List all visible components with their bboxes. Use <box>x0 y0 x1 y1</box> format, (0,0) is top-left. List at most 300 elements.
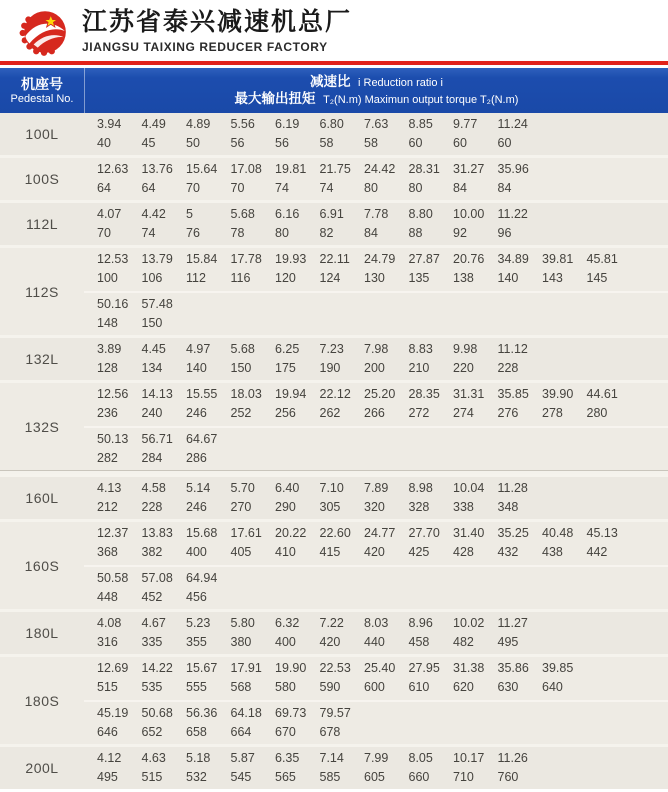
ratio-value: 6.91 <box>319 207 344 221</box>
ratio-value: 19.90 <box>275 661 307 676</box>
ratio-value: 8.05 <box>408 751 433 765</box>
torque-value: 116 <box>230 271 251 286</box>
torque-value: 425 <box>408 545 430 560</box>
torque-value: 74 <box>141 226 156 240</box>
ratio-value: 8.83 <box>408 342 433 356</box>
torque-value: 382 <box>141 545 163 560</box>
ratio-value: 13.79 <box>141 252 173 267</box>
torque-value: 405 <box>230 545 252 560</box>
ratio-value: 31.31 <box>453 387 485 402</box>
ratio-value: 15.55 <box>186 387 218 402</box>
torque-line <box>97 723 668 742</box>
torque-value: 276 <box>497 406 519 421</box>
ratio-value: 7.10 <box>319 481 344 495</box>
torque-value: 532 <box>186 770 207 784</box>
table-row <box>0 657 668 744</box>
ratio-value: 64.18 <box>230 705 262 720</box>
torque-value: 568 <box>230 680 252 695</box>
torque-value: 190 <box>319 361 341 375</box>
torque-value: 124 <box>319 271 341 286</box>
ratio-value: 35.25 <box>497 526 529 541</box>
ratio-value: 15.67 <box>186 661 218 676</box>
pedestal-label: 200L <box>25 760 59 776</box>
ratio-value: 9.98 <box>453 342 478 356</box>
torque-value: 410 <box>275 545 296 560</box>
torque-value: 140 <box>497 271 519 286</box>
ratio-value: 5.70 <box>230 481 255 495</box>
ratio-line <box>97 614 668 633</box>
torque-value: 678 <box>319 724 341 739</box>
torque-value: 368 <box>97 545 118 560</box>
ratio-line <box>97 340 668 359</box>
torque-value: 56 <box>275 136 289 150</box>
ratio-value: 22.53 <box>319 661 351 676</box>
ratio-value: 40.48 <box>542 526 574 541</box>
ratio-value: 6.80 <box>319 117 344 131</box>
ratio-value: 5.23 <box>186 616 211 630</box>
ratio-value: 7.14 <box>319 751 344 765</box>
ratio-header-cn: 减速比 <box>309 73 351 89</box>
torque-line <box>97 359 668 378</box>
table-row <box>0 477 668 519</box>
table-header <box>0 68 668 113</box>
torque-header-line <box>235 91 519 108</box>
torque-value: 228 <box>141 500 163 514</box>
ratio-value: 19.94 <box>275 387 307 402</box>
torque-value: 80 <box>408 181 423 195</box>
torque-line <box>97 179 668 198</box>
ratio-value: 50.13 <box>97 431 129 446</box>
torque-value: 64 <box>97 181 111 195</box>
ratio-value: 4.12 <box>97 751 122 765</box>
ratio-value: 12.56 <box>97 387 129 402</box>
ratio-value: 4.58 <box>141 481 166 495</box>
ratio-value: 35.86 <box>497 661 529 676</box>
ratio-line <box>97 569 668 588</box>
torque-value: 130 <box>364 271 385 286</box>
ratio-value: 64.67 <box>186 431 218 446</box>
ratio-value: 19.93 <box>275 252 307 267</box>
torque-value: 565 <box>275 770 296 784</box>
torque-value: 58 <box>319 136 334 150</box>
pedestal-label: 100L <box>25 126 59 142</box>
pedestal-label: 160S <box>24 557 60 574</box>
ratio-value: 7.63 <box>364 117 389 131</box>
torque-value: 128 <box>97 361 118 375</box>
ratio-value: 13.76 <box>141 162 173 176</box>
ratio-value: 4.67 <box>141 616 166 630</box>
ratio-value: 50.16 <box>97 296 129 311</box>
ratio-value: 28.31 <box>408 162 440 176</box>
torque-value: 415 <box>319 545 341 560</box>
ratio-value: 4.08 <box>97 616 122 630</box>
ratio-value: 64.94 <box>186 570 218 585</box>
torque-value: 380 <box>230 635 252 649</box>
ratio-value: 27.70 <box>408 526 440 541</box>
table-row <box>0 612 668 654</box>
torque-header-cn: 最大输出扭矩 <box>234 90 316 106</box>
ratio-value: 50.68 <box>141 705 173 720</box>
pedestal-label: 100S <box>24 171 60 187</box>
ratio-value: 22.12 <box>319 387 351 402</box>
ratio-value: 24.77 <box>364 526 396 541</box>
ratio-torque-subrow <box>84 203 668 245</box>
ratio-torque-subrow <box>84 477 668 519</box>
ratio-line <box>97 479 668 498</box>
ratio-value: 13.83 <box>141 526 173 541</box>
ratio-line <box>97 704 668 723</box>
table-row <box>0 203 668 245</box>
torque-line <box>97 224 668 243</box>
ratio-value: 4.49 <box>141 117 166 131</box>
ratio-value: 24.42 <box>364 162 396 176</box>
torque-value: 428 <box>453 545 474 560</box>
ratio-torque-subrow <box>84 248 668 291</box>
ratio-value: 21.75 <box>319 162 351 176</box>
ratio-torque-subrow <box>84 522 668 565</box>
table-body <box>0 113 668 789</box>
torque-value: 328 <box>408 500 430 514</box>
ratio-value: 45.13 <box>586 526 618 541</box>
torque-line <box>97 678 668 697</box>
torque-value: 80 <box>364 181 378 195</box>
pedestal-label: 180S <box>24 692 60 709</box>
torque-value: 112 <box>186 271 206 286</box>
torque-value: 92 <box>453 226 467 240</box>
ratio-value: 44.61 <box>586 387 618 402</box>
torque-value: 610 <box>408 680 430 695</box>
ratio-value: 31.40 <box>453 526 485 541</box>
table-row <box>0 248 668 335</box>
ratio-value: 11.24 <box>497 117 528 131</box>
torque-value: 590 <box>319 680 341 695</box>
ratio-value: 79.57 <box>319 705 351 720</box>
torque-value: 135 <box>408 271 430 286</box>
ratio-value: 45.81 <box>586 252 618 267</box>
ratio-value: 17.08 <box>230 162 262 176</box>
torque-value: 760 <box>497 770 519 784</box>
ratio-value: 35.85 <box>497 387 529 402</box>
torque-value: 290 <box>275 500 296 514</box>
torque-value: 278 <box>542 406 563 421</box>
torque-line <box>97 768 668 787</box>
ratio-value: 5 <box>186 207 193 221</box>
ratio-line <box>97 430 668 449</box>
ratio-value: 3.89 <box>97 342 122 356</box>
torque-value: 64 <box>141 181 156 195</box>
torque-value: 355 <box>186 635 207 649</box>
torque-value: 210 <box>408 361 430 375</box>
ratio-value: 11.26 <box>497 751 528 765</box>
ratio-torque-subrow <box>84 747 668 789</box>
torque-value: 106 <box>141 271 163 286</box>
brand-header <box>0 0 668 61</box>
torque-value: 50 <box>186 136 200 150</box>
torque-value: 56 <box>230 136 245 150</box>
torque-value: 236 <box>97 406 118 421</box>
ratio-value: 5.87 <box>230 751 255 765</box>
torque-value: 138 <box>453 271 474 286</box>
torque-value: 710 <box>453 770 474 784</box>
torque-value: 58 <box>364 136 378 150</box>
torque-value: 88 <box>408 226 423 240</box>
ratio-line <box>97 524 668 543</box>
ratio-value: 7.98 <box>364 342 389 356</box>
ratio-value: 20.22 <box>275 526 307 541</box>
ratio-value: 5.56 <box>230 117 255 131</box>
torque-value: 448 <box>97 589 118 604</box>
ratio-value: 25.40 <box>364 661 396 676</box>
ratio-value: 27.95 <box>408 661 440 676</box>
torque-value: 338 <box>453 500 474 514</box>
torque-value: 660 <box>408 770 430 784</box>
torque-value: 70 <box>186 181 200 195</box>
ratio-value: 7.23 <box>319 342 344 356</box>
torque-value: 150 <box>230 361 252 375</box>
torque-value: 640 <box>542 680 563 695</box>
torque-line <box>97 269 668 288</box>
torque-value: 535 <box>141 680 163 695</box>
torque-value: 420 <box>364 545 385 560</box>
ratio-value: 39.90 <box>542 387 574 402</box>
ratio-value: 35.96 <box>497 162 529 176</box>
ratio-value: 15.84 <box>186 252 218 267</box>
ratio-value: 11.27 <box>497 616 528 630</box>
ratio-value: 22.60 <box>319 526 351 541</box>
ratio-value: 4.63 <box>141 751 166 765</box>
torque-value: 438 <box>542 545 563 560</box>
ratio-torque-subrow <box>84 565 668 610</box>
torque-value: 228 <box>497 361 519 375</box>
torque-value: 652 <box>141 724 163 739</box>
torque-value: 246 <box>186 500 207 514</box>
ratio-value: 7.78 <box>364 207 389 221</box>
ratio-torque-subrow <box>84 383 668 426</box>
torque-value: 120 <box>275 271 296 286</box>
torque-value: 60 <box>453 136 467 150</box>
ratio-value: 7.22 <box>319 616 344 630</box>
torque-value: 282 <box>97 450 118 465</box>
torque-value: 515 <box>97 680 118 695</box>
ratio-value: 39.81 <box>542 252 574 267</box>
torque-value: 320 <box>364 500 385 514</box>
torque-value: 84 <box>453 181 467 195</box>
torque-line <box>97 498 668 517</box>
torque-value: 74 <box>319 181 334 195</box>
pedestal-label: 112S <box>25 283 59 300</box>
torque-value: 82 <box>319 226 334 240</box>
ratio-line <box>97 385 668 404</box>
torque-value: 272 <box>408 406 430 421</box>
torque-value: 252 <box>230 406 252 421</box>
torque-value: 495 <box>97 770 118 784</box>
table-row <box>0 747 668 789</box>
ratio-value: 4.13 <box>97 481 122 495</box>
ratio-value: 28.35 <box>408 387 440 402</box>
ratio-torque-subrow <box>84 338 668 380</box>
torque-value: 74 <box>275 181 289 195</box>
ratio-value: 8.03 <box>364 616 389 630</box>
gear-star-logo-icon <box>18 6 70 58</box>
ratio-value: 4.42 <box>141 207 166 221</box>
torque-line <box>97 314 668 333</box>
torque-value: 70 <box>97 226 111 240</box>
ratio-value: 3.94 <box>97 117 122 131</box>
ratio-value: 5.80 <box>230 616 255 630</box>
ratio-value: 5.68 <box>230 207 255 221</box>
table-row <box>0 113 668 155</box>
ratio-value: 56.36 <box>186 705 218 720</box>
ratio-header-en: i Reduction ratio i <box>358 76 443 89</box>
ratio-value: 6.16 <box>275 207 300 221</box>
ratio-value: 31.27 <box>453 162 485 176</box>
ratio-line <box>97 115 668 134</box>
torque-line <box>97 588 668 607</box>
ratio-value: 17.61 <box>230 526 262 541</box>
torque-value: 335 <box>141 635 163 649</box>
ratio-value: 45.19 <box>97 705 129 720</box>
ratio-value: 11.28 <box>497 481 528 495</box>
torque-value: 458 <box>408 635 430 649</box>
torque-value: 134 <box>141 361 163 375</box>
torque-value: 545 <box>230 770 252 784</box>
torque-value: 100 <box>97 271 118 286</box>
ratio-value: 50.58 <box>97 570 129 585</box>
torque-value: 646 <box>97 724 118 739</box>
torque-value: 84 <box>497 181 512 195</box>
ratio-value: 6.19 <box>275 117 300 131</box>
torque-value: 148 <box>97 315 118 330</box>
torque-header-en: T₂(N.m) Maximun output torque T₂(N.m) <box>323 93 519 106</box>
torque-value: 78 <box>230 226 245 240</box>
ratio-torque-subrow <box>84 426 668 471</box>
ratio-value: 39.85 <box>542 661 574 676</box>
torque-value: 145 <box>586 271 608 286</box>
torque-value: 482 <box>453 635 474 649</box>
ratio-value: 6.32 <box>275 616 300 630</box>
ratio-value: 11.12 <box>497 342 528 356</box>
ratio-value: 19.81 <box>275 162 307 176</box>
torque-value: 456 <box>186 589 207 604</box>
pedestal-header-cn: 机座号 <box>21 75 63 92</box>
ratio-value: 15.64 <box>186 162 218 176</box>
ratio-value: 8.98 <box>408 481 433 495</box>
torque-value: 60 <box>408 136 423 150</box>
company-name-en: JIANGSU TAIXING REDUCER FACTORY <box>82 40 328 54</box>
ratio-value: 8.80 <box>408 207 433 221</box>
ratio-value: 6.40 <box>275 481 300 495</box>
torque-value: 440 <box>364 635 385 649</box>
ratio-torque-subrow <box>84 158 668 200</box>
ratio-value: 4.97 <box>186 342 211 356</box>
pedestal-label: 132L <box>25 351 59 367</box>
table-row <box>0 383 668 470</box>
torque-value: 555 <box>186 680 207 695</box>
ratio-value: 15.68 <box>186 526 218 541</box>
torque-value: 84 <box>364 226 378 240</box>
ratio-value: 56.71 <box>141 431 173 446</box>
ratio-value: 6.25 <box>275 342 300 356</box>
ratio-value: 14.13 <box>141 387 173 402</box>
torque-value: 400 <box>275 635 296 649</box>
ratio-value: 27.87 <box>408 252 440 267</box>
torque-value: 452 <box>141 589 163 604</box>
torque-value: 150 <box>141 315 163 330</box>
ratio-line <box>97 160 668 179</box>
ratio-value: 14.22 <box>141 661 173 676</box>
torque-line <box>97 404 668 423</box>
torque-value: 80 <box>275 226 289 240</box>
torque-value: 280 <box>586 406 608 421</box>
ratio-header-line <box>310 74 443 91</box>
torque-value: 658 <box>186 724 207 739</box>
ratio-value: 12.63 <box>97 162 129 176</box>
ratio-value: 69.73 <box>275 705 307 720</box>
pedestal-label: 160L <box>25 490 59 506</box>
torque-value: 515 <box>141 770 163 784</box>
torque-line <box>97 134 668 153</box>
ratio-line <box>97 659 668 678</box>
ratio-value: 4.45 <box>141 342 166 356</box>
torque-value: 600 <box>364 680 385 695</box>
torque-value: 442 <box>586 545 608 560</box>
ratio-value: 8.85 <box>408 117 433 131</box>
ratio-torque-column-header <box>85 68 668 113</box>
ratio-value: 12.53 <box>97 252 129 267</box>
ratio-value: 6.35 <box>275 751 300 765</box>
torque-value: 305 <box>319 500 341 514</box>
torque-value: 175 <box>275 361 296 375</box>
torque-value: 270 <box>230 500 252 514</box>
pedestal-label: 112L <box>25 216 59 232</box>
ratio-torque-subrow <box>84 291 668 336</box>
torque-line <box>97 543 668 562</box>
ratio-value: 31.38 <box>453 661 485 676</box>
torque-value: 284 <box>141 450 163 465</box>
torque-value: 45 <box>141 136 156 150</box>
pedestal-header-en: Pedestal No. <box>10 92 74 105</box>
company-name-cn: 江苏省泰兴减速机总厂 <box>82 8 353 36</box>
torque-value: 580 <box>275 680 296 695</box>
torque-value: 630 <box>497 680 519 695</box>
torque-value: 400 <box>186 545 207 560</box>
ratio-value: 34.89 <box>497 252 529 267</box>
table-row <box>0 158 668 200</box>
torque-value: 420 <box>319 635 341 649</box>
torque-value: 220 <box>453 361 474 375</box>
torque-value: 40 <box>97 136 111 150</box>
torque-value: 286 <box>186 450 207 465</box>
torque-value: 585 <box>319 770 341 784</box>
ratio-torque-subrow <box>84 657 668 700</box>
ratio-value: 5.14 <box>186 481 211 495</box>
torque-value: 495 <box>497 635 519 649</box>
ratio-value: 7.99 <box>364 751 389 765</box>
ratio-value: 10.02 <box>453 616 485 630</box>
ratio-value: 11.22 <box>497 207 528 221</box>
torque-value: 664 <box>230 724 252 739</box>
ratio-value: 4.07 <box>97 207 122 221</box>
torque-line <box>97 449 668 468</box>
ratio-value: 10.00 <box>453 207 485 221</box>
torque-value: 143 <box>542 271 563 286</box>
torque-value: 76 <box>186 226 200 240</box>
ratio-value: 25.20 <box>364 387 396 402</box>
torque-value: 262 <box>319 406 341 421</box>
pedestal-label: 132S <box>24 418 60 435</box>
torque-value: 60 <box>497 136 512 150</box>
ratio-value: 20.76 <box>453 252 485 267</box>
